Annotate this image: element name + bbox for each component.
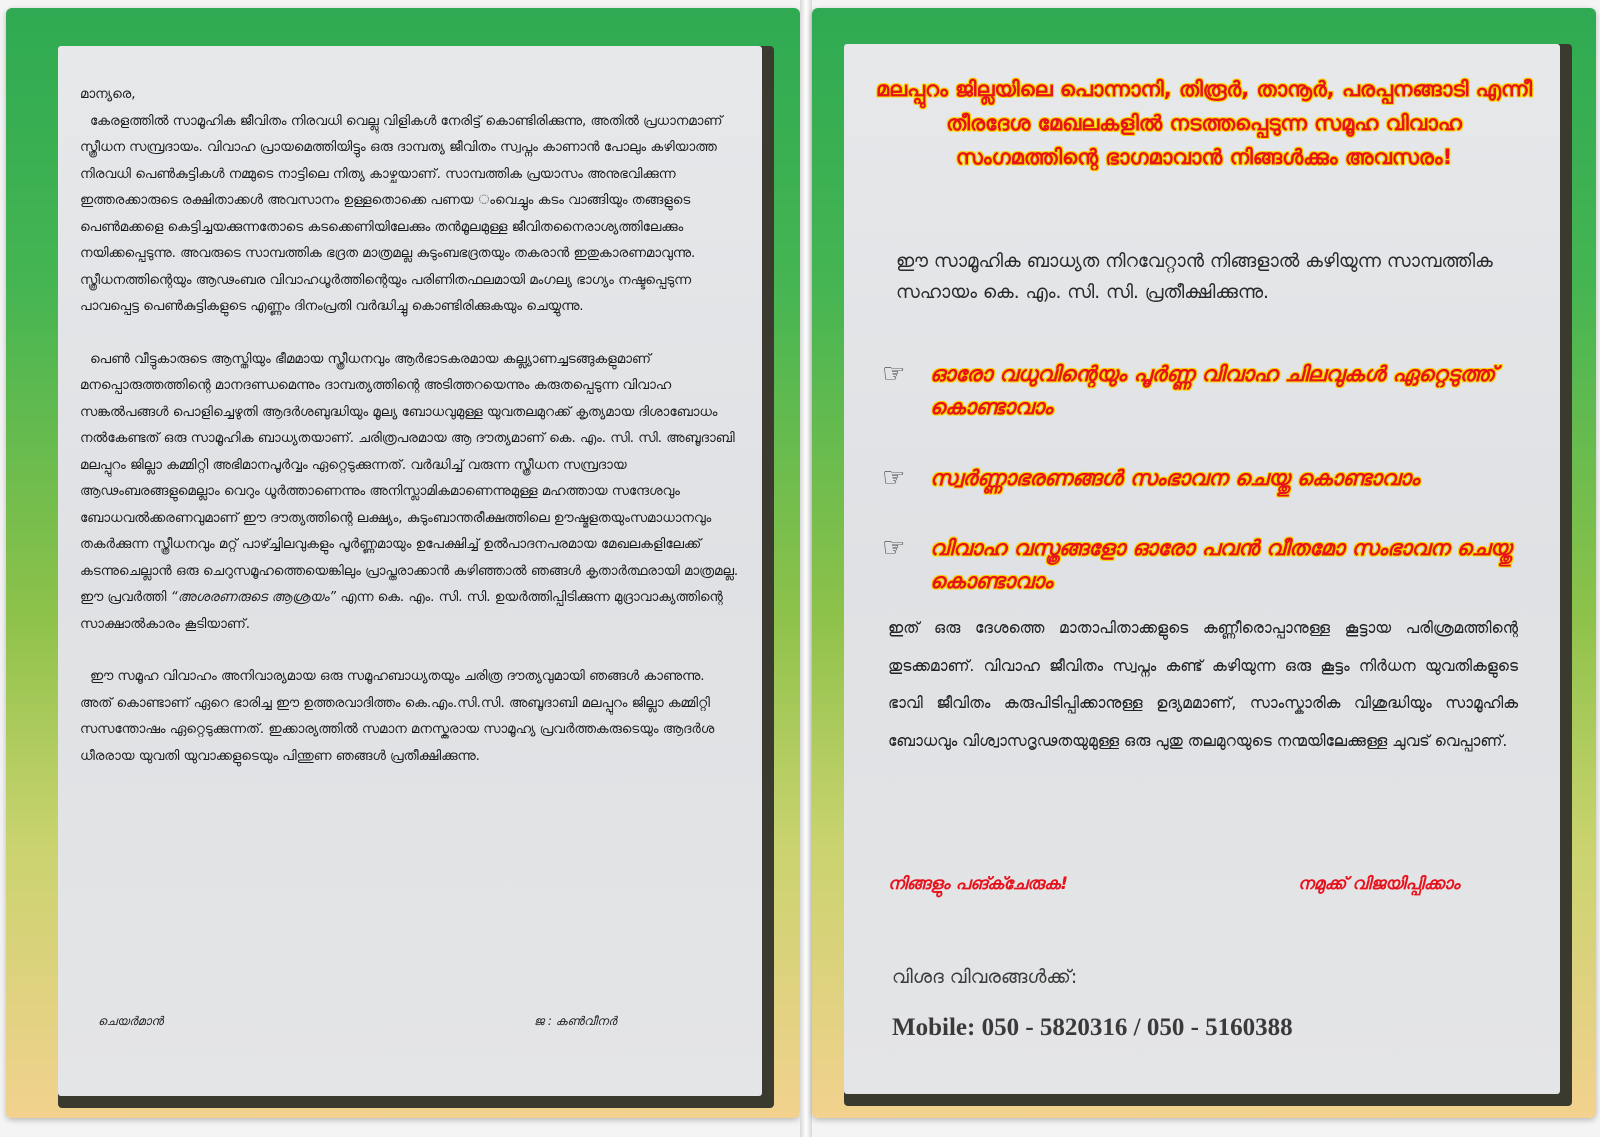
letter-paragraph-2-text: പെൺ വീട്ടുകാരുടെ ആസ്തിയും ഭീമമായ സ്ത്രീധനവും ആർഭാടകരമായ കല്ല്യാണച്ചടങ്ങുകളുമാണ് മനപ്പൊരുത്തത്തിന്റെ മാനദണ്ഡമെന്നും ദാമ്പത്യത്തിന്റെ അടിത്തറയെന്നും കരുതപ്പെടുന്ന വിവാഹ സങ്കൽപങ്ങൾ പൊളിച്ചെഴുതി ആദർശബുദ്ധിയും മൂല്യ ബോധവുമുള്ള യുവതലമുറക്ക് കൃത്യമായ ദിശാബോധം നൽകേണ്ടത് ഒരു സാമൂഹിക ബാധ്യതയാണ്. ചരിത്രപരമായ ആ ദൗത്യമാണ് കെ. എം. സി. സി. അബൂദാബി മലപ്പുറം ജില്ലാ കമ്മിറ്റി അഭിമാനപൂർവ്വം ഏറ്റെടുക്കുന്നത്. വർദ്ധിച്ച് വരുന്ന സ്ത്രീധന സമ്പ്രദായ ആഢംബരങ്ങളുമെല്ലാം വെറും ധൂർത്താണെന്നും അനിസ്ലാമികമാണെന്നുമുള്ള മഹത്തായ സന്ദേശവും ബോധവൽക്കരണവുമാണ് ഈ ദൗത്യത്തിന്റെ ലക്ഷ്യം, കുടുംബാന്തരീക്ഷത്തിലെ ഊഷ്മളതയുംസമാധാനവും തകർക്കുന്ന സ്ത്രീധനവും മറ്റ് പാഴ്ച്ചിലവുകളും പൂർണ്ണമായും ഉപേക്ഷിച്ച് ഉൽപാദനപരമായ മേഖലകളിലേക്ക് കടന്നുചെല്ലാൻ ഒരു ചെറുസമൂഹത്തെയെങ്കിലും പ്രാപ്തരാക്കാൻ കഴിഞ്ഞാൽ ഞങ്ങൾ കൃതാർത്ഥരായി മാത്രമല്ല. ഈ പ്രവർത്തി [80,351,739,605]
closing-paragraph: ഇത് ഒരു ദേശത്തെ മാതാപിതാക്കളുടെ കണ്ണീരൊപ്പാനുള്ള കൂട്ടായ പരിശ്രമത്തിന്റെ തുടക്കമാണ്. വിവാഹ ജീവിതം സ്വപ്നം കണ്ട് കഴിയുന്ന ഒരു കൂട്ടം നിർധന യുവതികളുടെ ഭാവി ജീവിതം കരുപിടിപ്പിക്കാനുള്ള ഉദ്യമമാണ്, സാംസ്കാരിക വിശുദ്ധിയും സാമൂഹിക ബോധവും വിശ്വാസദൃഢതയുമുള്ള ഒരു പുതു തലമുറയുടെ നന്മയിലേക്കുള്ള ചുവട് വെപ്പാണ്. [888,619,1518,750]
right-panel [812,8,1596,1118]
bullet-item-1 [882,358,1542,424]
fold-crease [800,0,812,1137]
bullet-item-2 [882,462,1542,495]
pointing-hand-icon: ☞ [882,533,906,563]
headline: മലപ്പുറം ജില്ലയിലെ പൊന്നാനി, തിരൂർ, താനൂർ, പരപ്പനങ്ങാടി എന്നീ തീരദേശ മേഖലകളിൽ നടത്തപ്പെടുന്ന സമൂഹ വിവാഹ സംഗമത്തിന്റെ ഭാഗമാവാൻ നിങ്ങൾക്കും അവസരം! [875,77,1533,169]
left-panel [6,8,800,1118]
letter-paragraph-2-tail: എന്ന കെ. എം. സി. സി. ഉയർത്തിപ്പിടിക്കുന്ന മുദ്രാവാക്യത്തിന്റെ സാക്ഷാൽകാരം കൂടിയാണ്. [80,590,723,632]
letter-paragraph-2 [80,347,740,639]
letter-paragraph-3: ഈ സമൂഹ വിവാഹം അനിവാര്യമായ ഒരു സമൂഹബാധ്യതയും ചരിത്ര ദൗത്യവുമായി ഞങ്ങൾ കാണുന്നു. അത് കൊണ്ടാണ് ഏറെ ഭാരിച്ച ഈ ഉത്തരവാദിത്തം കെ.എം.സി.സി. അബൂദാബി മലപ്പുറം ജില്ലാ കമ്മിറ്റി സസന്തോഷം ഏറ്റെടുക്കുന്നത്. ഇക്കാര്യത്തിൽ സമാന മനസ്കരായ സാമൂഹ്യ പ്രവർത്തകരുടെയും ആദർശ ധീരരായ യുവതി യുവാക്കളുടെയും പിന്തുണ ഞങ്ങൾ പ്രതീക്ഷിക്കുന്നു. [80,669,715,764]
appeal-text: ഈ സാമൂഹിക ബാധ്യത നിറവേറ്റാൻ നിങ്ങളാൽ കഴിയുന്ന സാമ്പത്തിക സഹായം കെ. എം. സി. സി. പ്രതീക്ഷിക്കുന്നു. [896,251,1493,303]
slogan-quote-text: അശരണരുടെ ആശ്രയം [177,590,330,605]
letter-salutation: മാന്യരെ, [80,87,136,102]
pointing-hand-icon: ☞ [882,359,906,389]
paragraph-gap [80,638,740,664]
slogan-succeed: നമുക്ക് വിജയിപ്പിക്കാം [1298,874,1460,894]
letter-paragraph-1: കേരളത്തിൽ സാമൂഹിക ജീവിതം നിരവധി വെല്ലു വിളികൾ നേരിട്ട് കൊണ്ടിരിക്കുന്നു, അതിൽ പ്രധാനമാണ് സ്ത്രീധന സമ്പ്രദായം. വിവാഹ പ്രായമെത്തിയിട്ടും ഒരു ദാമ്പത്യ ജീവിതം സ്വപ്നം കാണാൻ പോലും കഴിയാത്ത നിരവധി പെൺകുട്ടികൾ നമ്മുടെ നാട്ടിലെ നിത്യ കാഴ്ചയാണ്. സാമ്പത്തിക പ്രയാസം അനുഭവിക്കുന്ന ഇത്തരക്കാരുടെ രക്ഷിതാക്കൾ അവസാനം ഉള്ളതൊക്കെ പണയ ംവെച്ചും കടം വാങ്ങിയും തങ്ങളുടെ പെൺമക്കളെ കെട്ടിച്ചയക്കുന്നതോടെ കടക്കെണിയിലേക്കും തൻമൂലമുള്ള ജീവിതനൈരാശ്യത്തിലേക്കും നയിക്കപ്പെടുന്നു. അവരുടെ സാമ്പത്തിക ഭദ്രത മാത്രമല്ല കുടുംബഭദ്രതയും തകരാൻ ഇതുകാരണമാവുന്നു. സ്ത്രീധനത്തിന്റെയും ആഢംബര വിവാഹധൂർത്തിന്റെയും പരിണിതഫലമായി മംഗല്യ ഭാഗ്യം നഷ്ടപ്പെടുന്ന പാവപ്പെട്ട പെൺകുട്ടികളുടെ എണ്ണം ദിനംപ്രതി വർദ്ധിച്ചു കൊണ്ടിരിക്കുകയും ചെയ്യുന്നു. [80,113,723,314]
paragraph-gap [80,321,740,347]
details-label: വിശദ വിവരങ്ങൾക്ക്: [892,966,1078,988]
bullet-text-2: സ്വർണ്ണാഭരണങ്ങൾ സംഭാവന ചെയ്തു കൊണ്ടാവാം [930,466,1420,490]
bullet-text-1: ഓരോ വധുവിന്റെയും പൂർണ്ണ വിവാഹ ചിലവുകൾ ഏറ്റെടുത്ത് കൊണ്ടാവാം [930,362,1496,419]
signature-chairman: ചെയർമാൻ [98,1014,164,1028]
bullet-text-3: വിവാഹ വസ്ത്രങ്ങളോ ഓരോ പവൻ വീതമോ സംഭാവന ചെയ്തു കൊണ്ടാവാം [930,536,1512,593]
pointing-hand-icon: ☞ [882,463,906,493]
bullet-item-3 [882,532,1542,598]
right-page-card [844,44,1560,1094]
signature-convener: ജ : കൺവീനർ [534,1014,617,1028]
left-page-card [58,46,762,1096]
letter-body [80,82,740,770]
mobile-numbers: Mobile: 050 - 5820316 / 050 - 5160388 [892,1014,1293,1041]
slogan-join: നിങ്ങളും പങ്ക്ചേരുക! [888,874,1068,894]
slogan-quote: “അശരണരുടെ ആശ്രയം” [170,590,337,605]
